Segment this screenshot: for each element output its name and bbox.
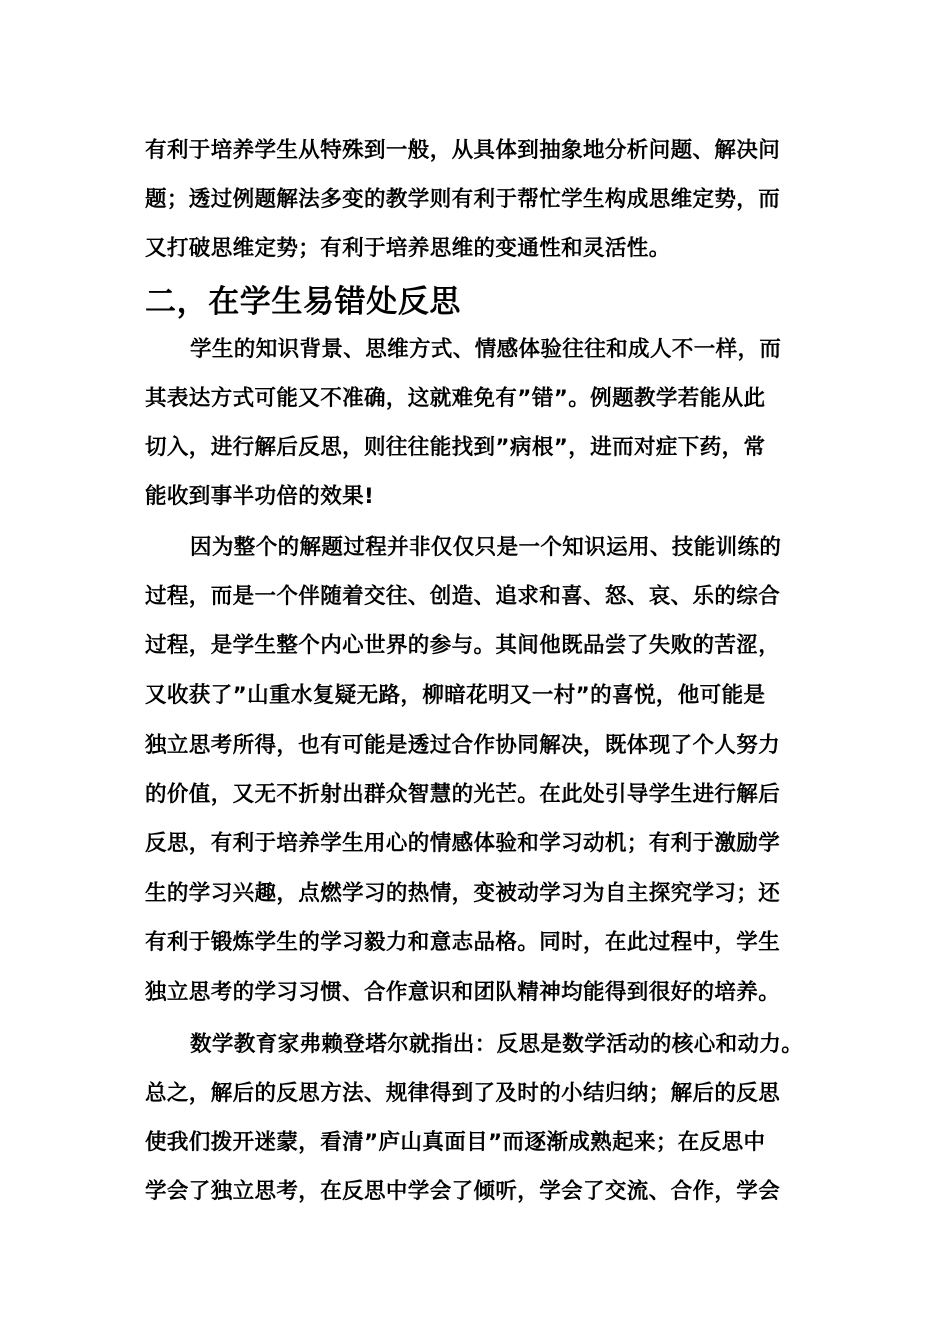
paragraph3-line-3: 过程，是学生整个内心世界的参与。其间他既品尝了失败的苦涩， bbox=[145, 633, 781, 658]
paragraph3-line-10: 独立思考的学习习惯、合作意识和团队精神均能得到很好的培养。 bbox=[145, 980, 781, 1005]
paragraph2-line-4: 能收到事半功倍的效果! bbox=[145, 484, 375, 509]
paragraph4-line-1: 数学教育家弗赖登塔尔就指出：反思是数学活动的核心和动力。 bbox=[190, 1032, 804, 1057]
paragraph3-line-6: 的价值，又无不折射出群众智慧的光芒。在此处引导学生进行解后 bbox=[145, 782, 781, 807]
paragraph3-line-7: 反思，有利于培养学生用心的情感体验和学习动机；有利于激励学 bbox=[145, 831, 781, 856]
paragraph2-line-3: 切入，进行解后反思，则往往能找到”病根”，进而对症下药，常 bbox=[145, 435, 766, 460]
paragraph3-line-9: 有利于锻炼学生的学习毅力和意志品格。同时，在此过程中，学生 bbox=[145, 930, 781, 955]
paragraph4-line-4: 学会了独立思考，在反思中学会了倾听，学会了交流、合作，学会 bbox=[145, 1179, 781, 1204]
paragraph3-line-2: 过程，而是一个伴随着交往、创造、追求和喜、怒、哀、乐的综合 bbox=[145, 584, 781, 609]
paragraph3-line-1: 因为整个的解题过程并非仅仅只是一个知识运用、技能训练的 bbox=[190, 535, 782, 560]
paragraph3-line-5: 独立思考所得，也有可能是透过合作协同解决，既体现了个人努力 bbox=[145, 733, 781, 758]
paragraph2-line-1: 学生的知识背景、思维方式、情感体验往往和成人不一样，而 bbox=[190, 337, 782, 362]
section-heading: 二，在学生易错处反思 bbox=[145, 284, 461, 320]
paragraph3-line-4: 又收获了”山重水复疑无路，柳暗花明又一村”的喜悦，他可能是 bbox=[145, 683, 766, 708]
paragraph4-line-3: 使我们拨开迷蒙，看清”庐山真面目”而逐渐成熟起来；在反思中 bbox=[145, 1130, 766, 1155]
paragraph4-line-2: 总之，解后的反思方法、规律得到了及时的小结归纳；解后的反思 bbox=[145, 1081, 781, 1106]
paragraph3-line-8: 生的学习兴趣，点燃学习的热情，变被动学习为自主探究学习；还 bbox=[145, 881, 781, 906]
paragraph1-line-2: 题；透过例题解法多变的教学则有利于帮忙学生构成思维定势，而 bbox=[145, 187, 781, 212]
paragraph2-line-2: 其表达方式可能又不准确，这就难免有”错”。例题教学若能从此 bbox=[145, 386, 766, 411]
paragraph1-line-3: 又打破思维定势；有利于培养思维的变通性和灵活性。 bbox=[145, 236, 671, 261]
paragraph1-line-1: 有利于培养学生从特殊到一般，从具体到抽象地分析问题、解决问 bbox=[145, 138, 781, 163]
